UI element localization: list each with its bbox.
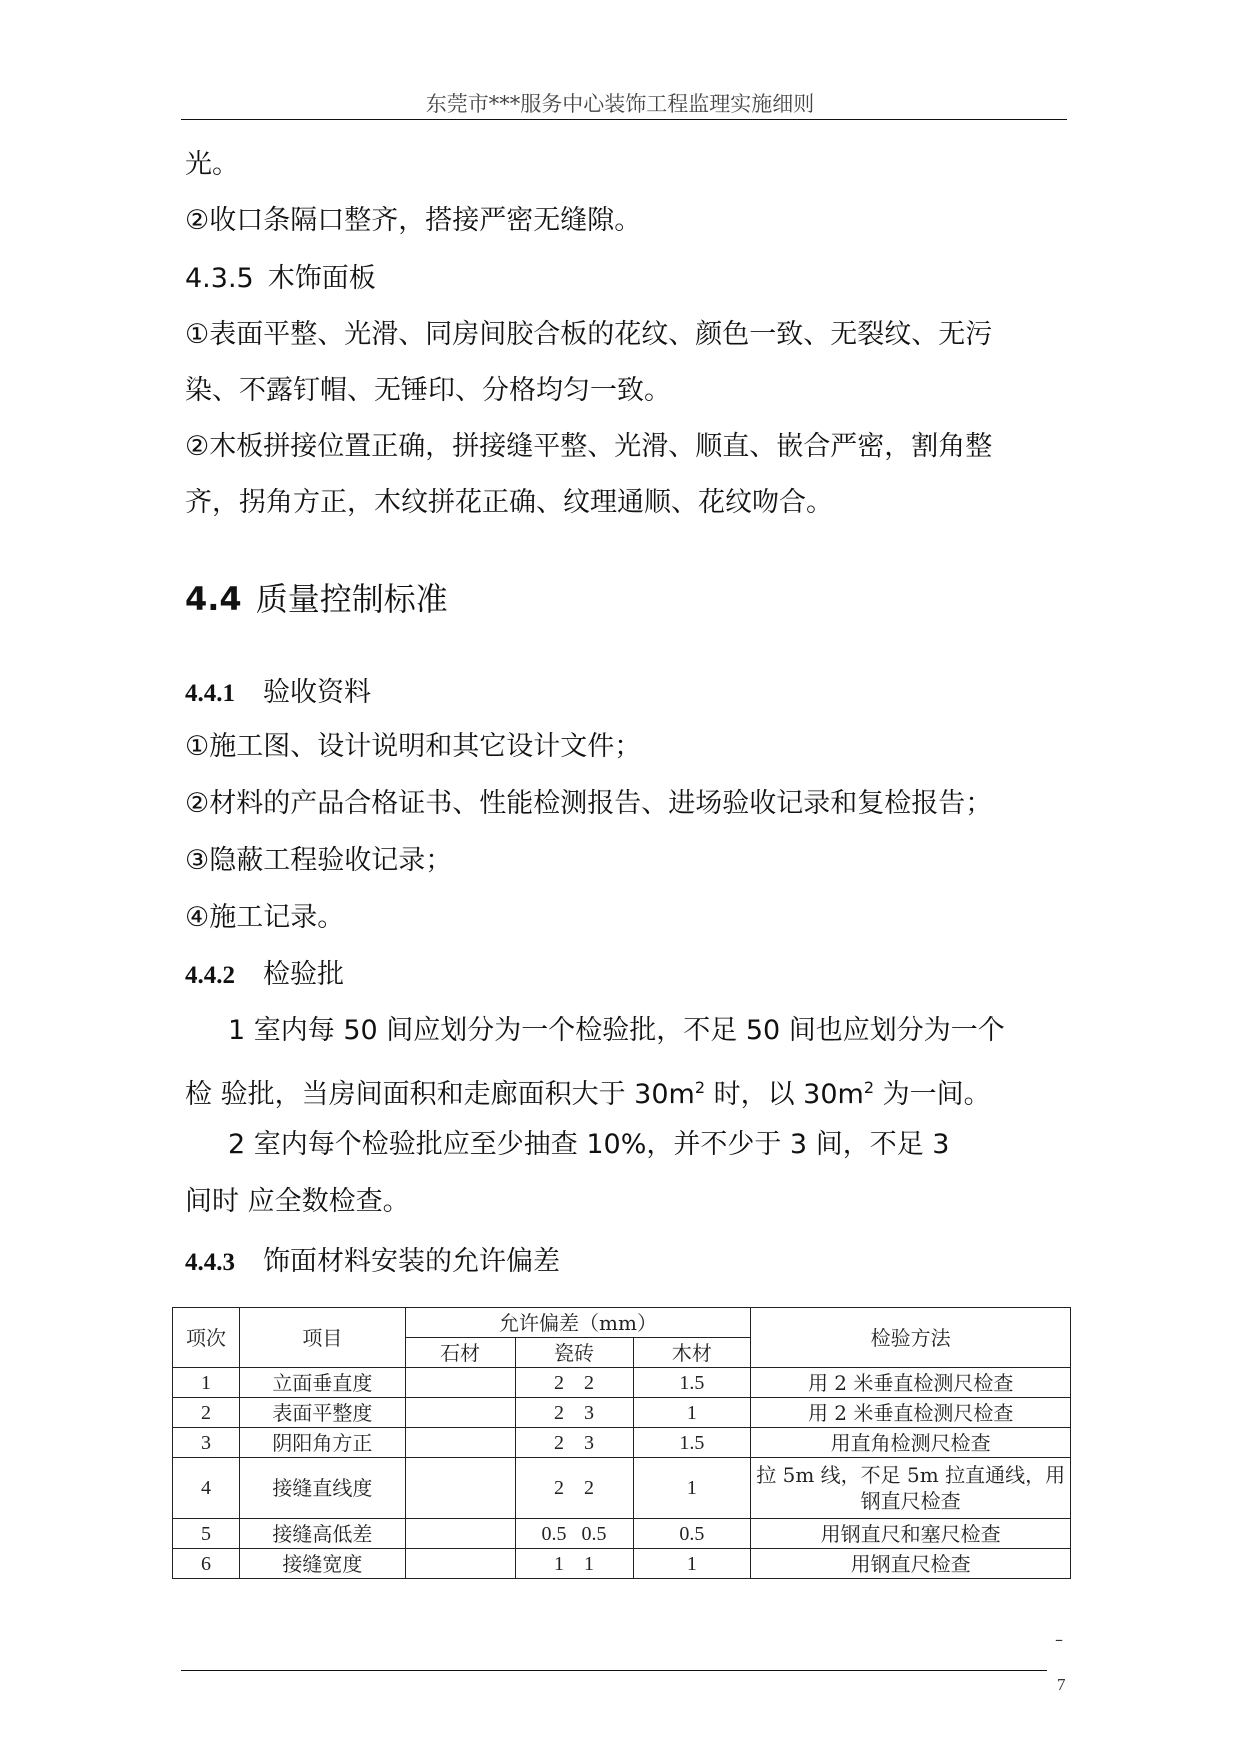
header-rule	[181, 119, 1067, 120]
header-method: 检验方法	[751, 1308, 1071, 1368]
cell-wood: 1.5	[633, 1368, 751, 1398]
paragraph-rule-2-line-2: 间时 应全数检查。	[185, 1186, 410, 1217]
running-header: 东莞市***服务中心装饰工程监理实施细则	[425, 92, 815, 116]
section-4-3-5-heading	[185, 262, 376, 296]
paragraph-rule-1-line-2	[185, 1071, 991, 1112]
section-number: 4.4.1	[185, 680, 235, 707]
table-header-row	[173, 1308, 1071, 1338]
header-item: 项目	[239, 1308, 405, 1368]
cell-no: 5	[173, 1519, 240, 1549]
cell-item: 阴阳角方正	[239, 1428, 405, 1458]
table-row	[173, 1428, 1071, 1458]
list-item-4: ④施工记录。	[185, 902, 345, 933]
cell-method: 用钢直尺和塞尺检查	[751, 1519, 1071, 1549]
table-row	[173, 1368, 1071, 1398]
section-title: 验收资料	[263, 677, 371, 708]
section-number: 4.4.2	[185, 962, 235, 989]
cell-tile: 0.5 0.5	[515, 1519, 633, 1549]
table-row	[173, 1519, 1071, 1549]
cell-tile: 1 1	[515, 1549, 633, 1579]
cell-stone	[405, 1549, 515, 1579]
footer-rule	[181, 1670, 1047, 1671]
cell-item: 接缝直线度	[239, 1458, 405, 1519]
list-item-2: ②材料的产品合格证书、性能检测报告、进场验收记录和复检报告；	[185, 788, 993, 819]
cell-method: 用钢直尺检查	[751, 1549, 1071, 1579]
text-run: 检 验批，当房间面积和走廊面积大于 30m	[185, 1079, 695, 1110]
cell-wood: 1	[633, 1549, 751, 1579]
cell-method: 拉 5m 线，不足 5m 拉直通线，用钢直尺检查	[751, 1458, 1071, 1519]
list-item-3: ③隐蔽工程验收记录；	[185, 845, 453, 876]
table-row	[173, 1398, 1071, 1428]
paragraph-rule-1-line-1: 1 室内每 50 间应划分为一个检验批，不足 50 间也应划分为一个	[228, 1015, 1005, 1046]
cell-no: 4	[173, 1458, 240, 1519]
cell-stone	[405, 1428, 515, 1458]
table-row	[173, 1458, 1071, 1519]
paragraph-item-2-line-2: 齐，拐角方正，木纹拼花正确、纹理通顺、花纹吻合。	[185, 487, 833, 518]
header-stone: 石材	[405, 1338, 515, 1368]
text-run: 为一间。	[874, 1079, 991, 1110]
cell-stone	[405, 1368, 515, 1398]
cell-wood: 0.5	[633, 1519, 751, 1549]
header-tile: 瓷砖	[515, 1338, 633, 1368]
cell-tile: 2 2	[515, 1368, 633, 1398]
paragraph-rule-2-line-1: 2 室内每个检验批应至少抽查 10%，并不少于 3 间，不足 3	[228, 1129, 950, 1160]
paragraph-item-1-line-1: ①表面平整、光滑、同房间胶合板的花纹、颜色一致、无裂纹、无污	[185, 319, 993, 350]
cell-wood: 1	[633, 1398, 751, 1428]
cell-wood: 1.5	[633, 1428, 751, 1458]
cell-no: 1	[173, 1368, 240, 1398]
cell-wood: 1	[633, 1458, 751, 1519]
text-run: 时，以 30m	[705, 1079, 864, 1110]
cell-stone	[405, 1519, 515, 1549]
footer-dash: –	[1055, 1630, 1063, 1649]
section-number: 4.4.3	[185, 1249, 235, 1276]
cell-no: 2	[173, 1398, 240, 1428]
section-4-4-1-heading	[185, 676, 371, 711]
cell-item: 接缝高低差	[239, 1519, 405, 1549]
cell-tile: 2 3	[515, 1428, 633, 1458]
header-item-no: 项次	[173, 1308, 240, 1368]
section-4-4-3-heading	[185, 1245, 560, 1280]
cell-method: 用 2 米垂直检测尺检查	[751, 1368, 1071, 1398]
cell-no: 6	[173, 1549, 240, 1579]
section-title: 质量控制标准	[255, 580, 448, 618]
section-4-4-2-heading	[185, 958, 344, 993]
tolerance-table	[172, 1307, 1071, 1579]
section-title: 木饰面板	[267, 263, 376, 294]
header-wood: 木材	[633, 1338, 751, 1368]
cell-tile: 2 2	[515, 1458, 633, 1519]
section-4-4-heading	[185, 582, 448, 616]
cell-stone	[405, 1458, 515, 1519]
cell-tile: 2 3	[515, 1398, 633, 1428]
cell-method: 用 2 米垂直检测尺检查	[751, 1398, 1071, 1428]
table-row	[173, 1549, 1071, 1579]
list-item-1: ①施工图、设计说明和其它设计文件；	[185, 731, 642, 762]
paragraph-item-2-line-1: ②木板拼接位置正确，拼接缝平整、光滑、顺直、嵌合严密，割角整	[185, 431, 993, 462]
page-number: 7	[1057, 1675, 1066, 1694]
cell-no: 3	[173, 1428, 240, 1458]
section-number: 4.4	[185, 580, 242, 618]
cell-item: 立面垂直度	[239, 1368, 405, 1398]
section-title: 饰面材料安装的允许偏差	[263, 1246, 560, 1277]
cell-stone	[405, 1398, 515, 1428]
paragraph-item-1-line-2: 染、不露钉帽、无锤印、分格均匀一致。	[185, 375, 671, 406]
section-title: 检验批	[263, 959, 344, 990]
paragraph-continuation: 光。	[185, 149, 239, 180]
header-tolerance: 允许偏差（mm）	[405, 1308, 751, 1338]
cell-item: 接缝宽度	[239, 1549, 405, 1579]
cell-method: 用直角检测尺检查	[751, 1428, 1071, 1458]
superscript: 2	[863, 1078, 875, 1097]
cell-item: 表面平整度	[239, 1398, 405, 1428]
section-number: 4.3.5	[185, 263, 254, 294]
superscript: 2	[694, 1078, 706, 1097]
paragraph-item-2: ②收口条隔口整齐，搭接严密无缝隙。	[185, 205, 642, 236]
